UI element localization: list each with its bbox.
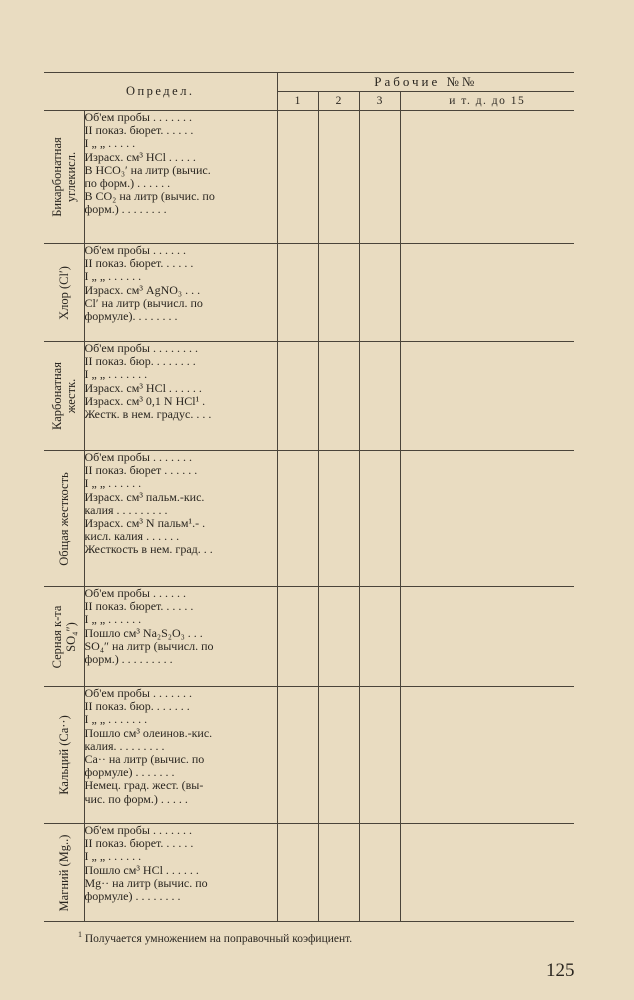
- section-row: [44, 824, 574, 922]
- section-label: [50, 137, 78, 217]
- section-label: [50, 362, 78, 430]
- item-line: Ca·· на литр (вычис. по: [84, 753, 205, 767]
- section-items: [84, 342, 277, 451]
- section-label-cell: [44, 244, 84, 342]
- item-line: кисл. калия . . . . . .: [84, 530, 180, 544]
- item-line: Израсх. см³ 0,1 N HCl¹ .: [84, 394, 206, 408]
- entry-cell-etc[interactable]: [400, 687, 574, 824]
- header-col-1: 1: [277, 92, 318, 111]
- header-col-2: 2: [318, 92, 359, 111]
- section-label-cell: [44, 687, 84, 824]
- item-line: I „ „ . . . . . . .: [84, 368, 148, 382]
- section-label-line: Хлор (Cl′): [56, 265, 71, 320]
- item-line: калия . . . . . . . . .: [84, 503, 168, 517]
- header-determination: Определ.: [44, 73, 277, 111]
- item-line: Немец. град. жест. (вы-: [84, 779, 204, 793]
- item-line: Об'ем пробы . . . . . . .: [84, 687, 192, 700]
- entry-cell-worker-3[interactable]: [359, 244, 400, 342]
- section-label-line: жестк.: [63, 378, 78, 414]
- entry-cell-worker-2[interactable]: [318, 244, 359, 342]
- item-line: I „ „ . . . . . .: [84, 270, 142, 284]
- item-line: Об'ем пробы . . . . . .: [84, 244, 186, 257]
- item-line: Израсх. см³ N пальм¹.- .: [84, 517, 206, 531]
- item-line: калия. . . . . . . . .: [84, 739, 165, 753]
- item-line: В CO₂ на литр (вычис. по: [84, 190, 215, 204]
- entry-cell-etc[interactable]: [400, 451, 574, 587]
- entry-cell-worker-1[interactable]: [277, 824, 318, 922]
- entry-cell-worker-1[interactable]: [277, 687, 318, 824]
- entry-cell-worker-1[interactable]: [277, 587, 318, 687]
- item-line: Израсх. см³ HCl . . . . .: [84, 150, 196, 164]
- footnote-text: Получается умножением на поправочный коэфициент.: [84, 932, 353, 945]
- entry-cell-worker-3[interactable]: [359, 587, 400, 687]
- section-items: [84, 451, 277, 587]
- section-label-line: Кальций (Ca··): [56, 715, 71, 795]
- item-line: формуле) . . . . . . . .: [84, 890, 181, 904]
- section-items: [84, 244, 277, 342]
- item-line: Об'ем пробы . . . . . . . .: [84, 342, 198, 355]
- header-col-3: 3: [359, 92, 400, 111]
- item-line: Жестк. в нем. градус. . . .: [84, 408, 212, 422]
- entry-cell-worker-3[interactable]: [359, 824, 400, 922]
- entry-cell-etc[interactable]: [400, 824, 574, 922]
- section-row: [44, 587, 574, 687]
- section-label-cell: [44, 111, 84, 244]
- sections-body: [44, 111, 574, 922]
- entry-cell-worker-3[interactable]: [359, 111, 400, 244]
- item-line: Пошло см³ олеинов.-кис.: [84, 726, 213, 740]
- item-line: Израсх. см³ AgNO₃ . . .: [84, 283, 201, 297]
- section-items: [84, 824, 277, 922]
- item-line: I „ „ . . . . . .: [84, 850, 142, 864]
- section-row: [44, 111, 574, 244]
- item-line: формуле). . . . . . . .: [84, 310, 178, 324]
- item-line: Жесткость в нем. град. . .: [84, 543, 213, 557]
- item-line: I „ „ . . . . . .: [84, 477, 142, 491]
- entry-cell-worker-3[interactable]: [359, 342, 400, 451]
- section-label-cell: [44, 587, 84, 687]
- entry-cell-worker-2[interactable]: [318, 587, 359, 687]
- section-label-line: Серная к-та: [49, 605, 64, 668]
- section-label: [57, 472, 71, 566]
- item-line: Об'ем пробы . . . . . .: [84, 587, 186, 600]
- entry-cell-etc[interactable]: [400, 587, 574, 687]
- entry-cell-worker-1[interactable]: [277, 111, 318, 244]
- section-label: [57, 834, 71, 911]
- item-line: форм.) . . . . . . . . .: [84, 653, 173, 667]
- section-label-line: углекисл.: [63, 151, 78, 203]
- section-row: [44, 342, 574, 451]
- item-line: I „ „ . . . . .: [84, 137, 136, 151]
- entry-cell-worker-1[interactable]: [277, 451, 318, 587]
- item-line: II показ. бюрет. . . . . .: [84, 257, 194, 271]
- item-line: Израсх. см³ HCl . . . . . .: [84, 381, 202, 395]
- item-line: I „ „ . . . . . . .: [84, 713, 148, 727]
- section-items: [84, 687, 277, 824]
- section-label-line: Общая жесткость: [56, 471, 71, 566]
- section-label: [50, 605, 78, 668]
- entry-cell-worker-2[interactable]: [318, 342, 359, 451]
- footnote-mark: 1: [78, 930, 82, 939]
- item-line: II показ. бюрет. . . . . .: [84, 600, 194, 614]
- item-line: формуле) . . . . . . .: [84, 766, 175, 780]
- entry-cell-worker-2[interactable]: [318, 687, 359, 824]
- entry-cell-worker-2[interactable]: [318, 824, 359, 922]
- section-row: [44, 451, 574, 587]
- section-label-line: Магний (Mg..): [56, 834, 71, 911]
- item-line: Пошло см³ HCl . . . . . .: [84, 863, 199, 877]
- entry-cell-worker-2[interactable]: [318, 111, 359, 244]
- section-label: [57, 715, 71, 795]
- item-line: Израсх. см³ пальм.-кис.: [84, 490, 205, 504]
- item-line: Пошло см³ Na₂S₂O₃ . . .: [84, 626, 203, 640]
- item-line: Об'ем пробы . . . . . . .: [84, 824, 192, 837]
- section-label-cell: [44, 824, 84, 922]
- item-line: II показ. бюрет. . . . . .: [84, 124, 194, 138]
- section-items: [84, 587, 277, 687]
- header-workers-group: Рабочие №№: [277, 73, 574, 92]
- item-line: В HCO₃′ на литр (вычис.: [84, 163, 211, 177]
- item-line: II показ. бюрет. . . . . .: [84, 837, 194, 851]
- entry-cell-worker-1[interactable]: [277, 244, 318, 342]
- entry-cell-etc[interactable]: [400, 244, 574, 342]
- section-label-line: SO₄″): [63, 621, 78, 652]
- entry-cell-etc[interactable]: [400, 111, 574, 244]
- footnote: [78, 930, 352, 945]
- item-line: форм.) . . . . . . . .: [84, 203, 167, 217]
- section-label-line: Карбонатная: [49, 362, 64, 430]
- section-items: [84, 111, 277, 244]
- analysis-form-table: [44, 72, 574, 922]
- item-line: Об'ем пробы . . . . . . .: [84, 451, 192, 464]
- section-label: [57, 266, 71, 320]
- entry-cell-etc[interactable]: [400, 342, 574, 451]
- item-line: SO₄″ на литр (вычисл. по: [84, 639, 214, 653]
- item-line: II показ. бюр. . . . . . . .: [84, 355, 196, 369]
- section-label-line: Бикарбонатная: [49, 137, 64, 217]
- entry-cell-worker-3[interactable]: [359, 451, 400, 587]
- item-line: чис. по форм.) . . . . .: [84, 792, 188, 806]
- header-col-etc: и т. д. до 15: [400, 92, 574, 111]
- entry-cell-worker-3[interactable]: [359, 687, 400, 824]
- entry-cell-worker-2[interactable]: [318, 451, 359, 587]
- item-line: Cl′ на литр (вычисл. по: [84, 296, 203, 310]
- item-line: II показ. бюр. . . . . . .: [84, 700, 190, 714]
- item-line: I „ „ . . . . . .: [84, 613, 142, 627]
- section-label-cell: [44, 342, 84, 451]
- item-line: Об'ем пробы . . . . . . .: [84, 111, 192, 124]
- entry-cell-worker-1[interactable]: [277, 342, 318, 451]
- section-row: [44, 244, 574, 342]
- page-number: 125: [546, 960, 575, 981]
- item-line: II показ. бюрет . . . . . .: [84, 464, 198, 478]
- item-line: Mg·· на литр (вычис. по: [84, 876, 208, 890]
- section-label-cell: [44, 451, 84, 587]
- item-line: по форм.) . . . . . .: [84, 177, 171, 191]
- section-row: [44, 687, 574, 824]
